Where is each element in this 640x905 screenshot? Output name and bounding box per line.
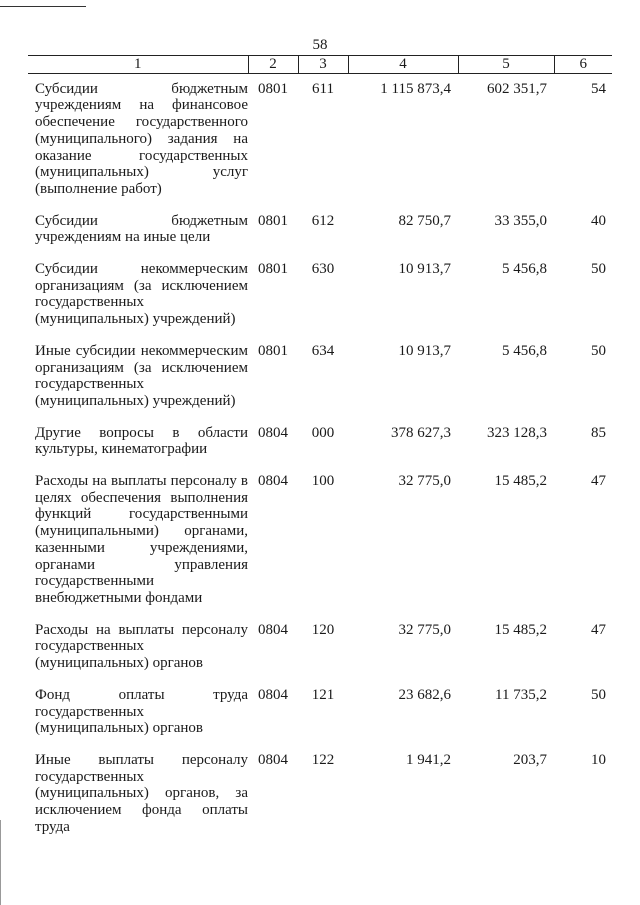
row-section-code: 0801 <box>258 261 288 278</box>
row-actual-amount: 33 355,0 <box>494 212 547 229</box>
row-expense-type: 634 <box>311 342 335 359</box>
row-name: Фонд оплаты труда государственных (муниципальных) органов <box>35 686 248 737</box>
row-actual-amount: 11 735,2 <box>495 686 547 703</box>
row-percent: 10 <box>591 751 606 768</box>
row-plan-amount: 378 627,3 <box>391 424 451 441</box>
row-expense-type: 611 <box>312 80 334 97</box>
row-percent: 47 <box>591 473 606 490</box>
row-name: Субсидии бюджетным учреждениям на иные цели <box>35 212 248 246</box>
row-actual-amount: 5 456,8 <box>502 342 547 359</box>
row-expense-type: 120 <box>311 621 335 638</box>
row-expense-type: 000 <box>311 424 335 441</box>
row-name: Другие вопросы в области культуры, кинематографии <box>35 424 248 458</box>
row-percent: 50 <box>591 686 606 703</box>
row-percent: 50 <box>591 261 606 278</box>
row-expense-type: 122 <box>311 751 335 768</box>
row-plan-amount: 32 775,0 <box>398 473 451 490</box>
row-percent: 54 <box>591 80 606 97</box>
row-percent: 50 <box>591 342 606 359</box>
row-plan-amount: 32 775,0 <box>398 621 451 638</box>
row-actual-amount: 323 128,3 <box>487 424 547 441</box>
row-percent: 40 <box>591 212 606 229</box>
row-expense-type: 121 <box>311 686 335 703</box>
header-col-5: 5 <box>458 56 554 74</box>
row-percent: 47 <box>591 621 606 638</box>
table-row <box>28 679 612 744</box>
header-col-3: 3 <box>298 56 348 74</box>
row-section-code: 0801 <box>258 80 288 97</box>
row-plan-amount: 10 913,7 <box>398 261 451 278</box>
budget-table <box>28 55 612 842</box>
scan-edge-line <box>0 820 1 905</box>
row-section-code: 0804 <box>258 621 288 638</box>
row-section-code: 0804 <box>258 686 288 703</box>
corner-rule <box>0 6 86 7</box>
row-section-code: 0804 <box>258 473 288 490</box>
table-row <box>28 614 612 679</box>
table-header <box>28 56 612 74</box>
row-plan-amount: 1 115 873,4 <box>380 80 451 97</box>
table-row <box>28 335 612 417</box>
row-percent: 85 <box>591 424 606 441</box>
row-section-code: 0804 <box>258 751 288 768</box>
table-row <box>28 253 612 335</box>
table-row <box>28 205 612 253</box>
row-plan-amount: 10 913,7 <box>398 342 451 359</box>
row-section-code: 0804 <box>258 424 288 441</box>
row-plan-amount: 1 941,2 <box>406 751 451 768</box>
row-actual-amount: 5 456,8 <box>502 261 547 278</box>
header-col-4: 4 <box>348 56 458 74</box>
row-section-code: 0801 <box>258 212 288 229</box>
row-actual-amount: 15 485,2 <box>494 473 547 490</box>
row-plan-amount: 82 750,7 <box>398 212 451 229</box>
row-expense-type: 100 <box>311 473 335 490</box>
row-name: Субсидии бюджетным учреждениям на финансовое обеспечение государственного (муниципального) задания на оказание государственных (муниципальных) услуг (выполнение работ) <box>35 80 248 197</box>
row-section-code: 0801 <box>258 342 288 359</box>
row-actual-amount: 15 485,2 <box>494 621 547 638</box>
header-col-2: 2 <box>248 56 298 74</box>
header-col-1: 1 <box>28 56 248 74</box>
row-expense-type: 630 <box>311 261 335 278</box>
table-row <box>28 465 612 614</box>
table-row <box>28 744 612 843</box>
row-name: Иные субсидии некоммерческим организациям (за исключением государственных (муниципальных) учреждений) <box>35 342 248 409</box>
header-col-6: 6 <box>554 56 612 74</box>
table-row <box>28 417 612 465</box>
row-name: Субсидии некоммерческим организациям (за исключением государственных (муниципальных) учреждений) <box>35 261 248 328</box>
row-actual-amount: 602 351,7 <box>487 80 547 97</box>
row-name: Иные выплаты персоналу государственных (муниципальных) органов, за исключением фонда оплаты труда <box>35 751 248 835</box>
row-name: Расходы на выплаты персоналу государственных (муниципальных) органов <box>35 621 248 672</box>
page-number: 58 <box>312 37 328 53</box>
table-row <box>28 73 612 204</box>
row-expense-type: 612 <box>311 212 335 229</box>
row-actual-amount: 203,7 <box>513 751 547 768</box>
row-plan-amount: 23 682,6 <box>398 686 451 703</box>
row-name: Расходы на выплаты персоналу в целях обеспечения выполнения функций государственными (муниципальными) органами, казенными учреждениями, органами управления государственными внебюджетными фондами <box>35 473 248 606</box>
table-body <box>28 73 612 842</box>
header-row <box>28 56 612 74</box>
